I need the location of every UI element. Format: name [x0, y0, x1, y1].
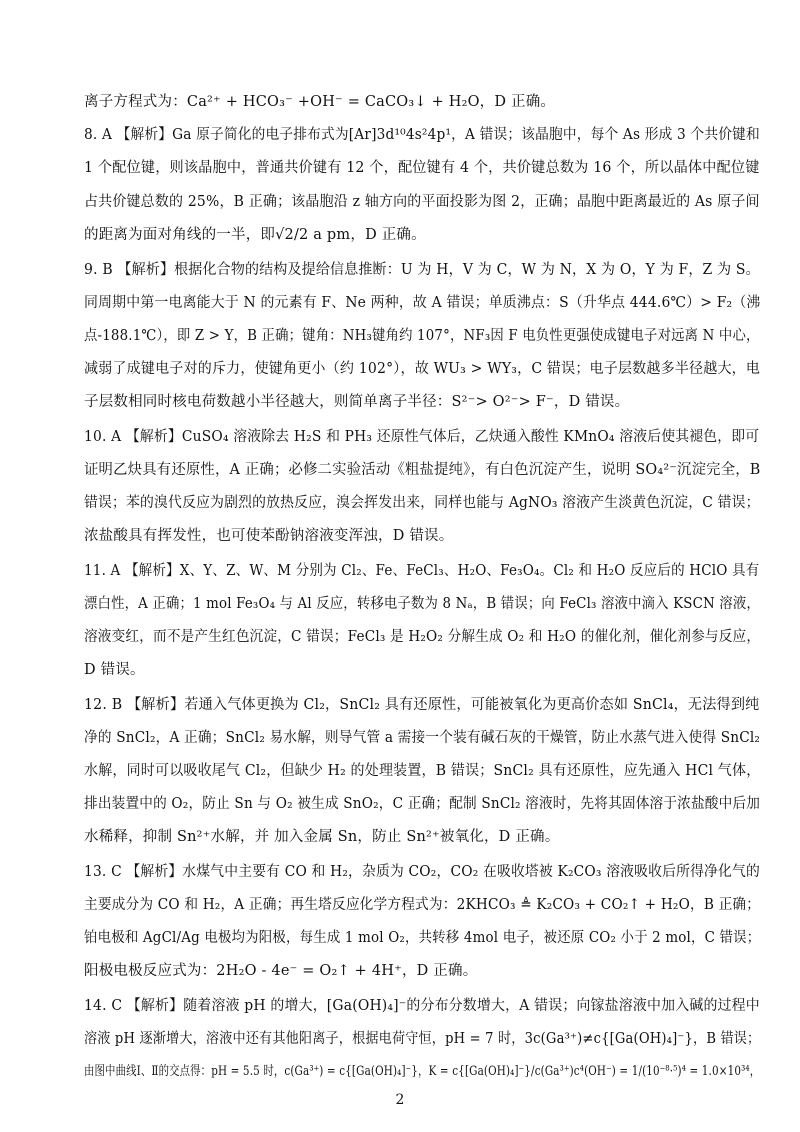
text-line: 错误；苯的溴代反应为剧烈的放热反应，溴会挥发出来，同样也能与 AgNO₃ 溶液产生淡黄色沉淀，C 错误； [84, 495, 760, 511]
text-line: 漂白性，A 正确；1 mol Fe₃O₄ 与 Al 反应，转移电子数为 8 Nₐ，B 错误；向 FeCl₃ 溶液中滴入 KSCN 溶液， [84, 596, 760, 612]
text-line: 证明乙炔具有还原性，A 正确；必修二实验活动《粗盐提纯》，有白色沉淀产生，说明 SO₄²⁻沉淀完全，B [84, 462, 761, 478]
text-line: 溶液 pH 逐渐增大，溶液中还有其他阳离子，根据电荷守恒，pH = 7 时，3c(Ga³⁺)≠c{[Ga(OH)₄]⁻}，B 错误； [84, 1031, 761, 1047]
text-line: 溶液变红，而不是产生红色沉淀，C 错误；FeCl₃ 是 H₂O₂ 分解生成 O₂ 和 H₂O 的催化剂，催化剂参与反应， [84, 629, 761, 645]
text-line: 阳极电极反应式为：2H₂O - 4e⁻ = O₂↑ + 4H⁺，D 正确。 [84, 963, 478, 979]
text-line: 点-188.1℃），即 Z > Y，B 正确；键角：NH₃键角约 107°，NF₃因 F 电负性更强使成键电子对远离 N 中心， [84, 328, 760, 344]
text-line: 水稀释，抑制 Sn²⁺水解，并 加入金属 Sn，防止 Sn²⁺被氧化，D 正确。 [84, 829, 560, 845]
text-line: 8. A 【解析】Ga 原子简化的电子排布式为[Ar]3d¹⁰4s²4p¹，A 错误；该晶胞中，每个 As 形成 3 个共价键和 [84, 127, 760, 143]
text-line: 子层数相同时核电荷数越小半径越大，则简单离子半径：S²⁻> O²⁻> F⁻，D 错误。 [84, 394, 630, 410]
text-line: 净的 SnCl₂，A 正确；SnCl₂ 易水解，则导气管 a 需接一个装有碱石灰的干燥管，防止水蒸气进入使得 SnCl₂ [84, 730, 761, 746]
text-line: 主要成分为 CO 和 H₂，A 正确；再生塔反应化学方程式为：2KHCO₃ ≜ K₂CO₃ + CO₂↑ + H₂O，B 正确； [84, 897, 761, 913]
text-line: 同周期中第一电离能大于 N 的元素有 F、Ne 两种，故 A 错误；单质沸点：S（升华点 444.6℃）> F₂（沸 [84, 295, 761, 311]
text-line: 减弱了成键电子对的斥力，使键角更小（约 102°），故 WU₃ > WY₃，C 错误；电子层数越多半径越大，电 [84, 361, 761, 377]
text-line: 9. B 【解析】根据化合物的结构及提给信息推断：U 为 H，V 为 C，W 为 N，X 为 O，Y 为 F，Z 为 S。 [84, 262, 760, 278]
text-line: 14. C 【解析】随着溶液 pH 的增大，[Ga(OH)₄]⁻的分布分数增大，A 错误；向镓盐溶液中加入碱的过程中 [84, 998, 760, 1014]
text-line: 的距离为面对角线的一半，即√2/2 a pm，D 正确。 [84, 227, 426, 243]
page-number: 2 [395, 1092, 405, 1108]
text-line: 1 个配位键，则该晶胞中，普通共价键有 12 个，配位键有 4 个，共价键总数为 16 个，所以晶体中配位键 [84, 160, 760, 176]
text-line: 铂电极和 AgCl/Ag 电极均为阳极，每生成 1 mol O₂，共转移 4mol 电子，被还原 CO₂ 小于 2 mol，C 错误； [84, 930, 761, 946]
text-line: D 错误。 [84, 662, 145, 678]
text-line: 离子方程式为：Ca²⁺ + HCO₃⁻ +OH⁻ = CaCO₃↓ + H₂O，D 正确。 [84, 94, 556, 110]
text-line: 占共价键总数的 25%，B 正确；该晶胞沿 z 轴方向的平面投影为图 2，正确；晶胞中距离最近的 As 原子间 [84, 194, 760, 210]
text-line: 10. A 【解析】CuSO₄ 溶液除去 H₂S 和 PH₃ 还原性气体后，乙炔通入酸性 KMnO₄ 溶液后使其褪色，即可 [84, 429, 760, 445]
text-line: 由图中曲线Ⅰ、Ⅱ的交点得：pH = 5.5 时，c(Ga³⁺) = c{[Ga(OH)₄]⁻}，K = c{[Ga(OH)₄]⁻}/c(Ga³⁺)c⁴(OH⁻) = 1/(10⁻⁸·⁵)⁴ = 1.0×10³⁴， [84, 1064, 761, 1079]
text-line: 浓盐酸具有挥发性，也可使苯酚钠溶液变浑浊，D 错误。 [84, 528, 454, 544]
text-line: 12. B 【解析】若通入气体更换为 Cl₂，SnCl₂ 具有还原性，可能被氧化为更高价态如 SnCl₄，无法得到纯 [84, 697, 760, 713]
text-line: 水解，同时可以吸收尾气 Cl₂，但缺少 H₂ 的处理装置，B 错误；SnCl₂ 具有还原性，应先通入 HCl 气体， [84, 763, 761, 779]
text-line: 排出装置中的 O₂，防止 Sn 与 O₂ 被生成 SnO₂，C 正确；配制 SnCl₂ 溶液时，先将其固体溶于浓盐酸中后加 [84, 796, 761, 812]
text-line: 11. A 【解析】X、Y、Z、W、M 分别为 Cl₂、Fe、FeCl₃、H₂O、Fe₃O₄。Cl₂ 和 H₂O 反应后的 HClO 具有 [84, 563, 760, 579]
text-line: 13. C 【解析】水煤气中主要有 CO 和 H₂，杂质为 CO₂，CO₂ 在吸收塔被 K₂CO₃ 溶液吸收后所得净化气的 [84, 864, 760, 880]
